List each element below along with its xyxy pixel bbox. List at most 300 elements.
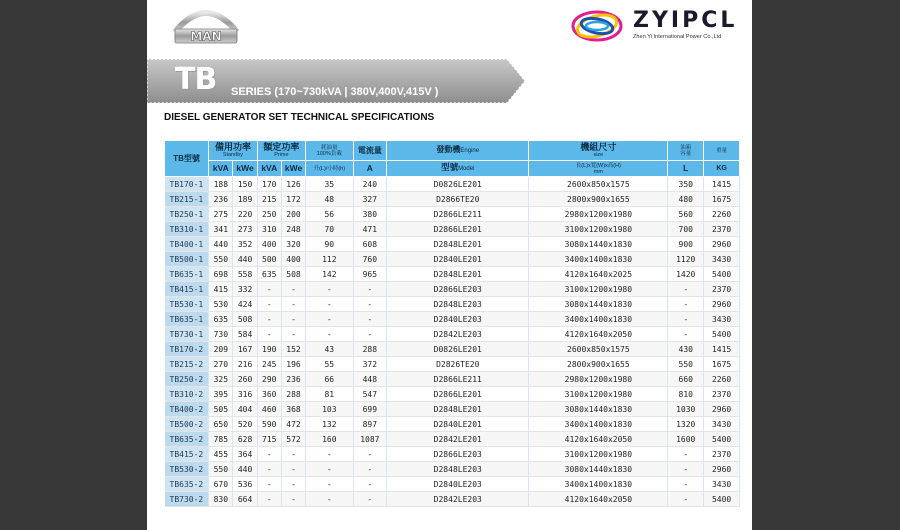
cell-standby-kwe: 352 <box>233 237 257 252</box>
cell-engine-model: D2848LE201 <box>387 237 529 252</box>
cell-prime-kva: 360 <box>257 387 281 402</box>
cell-model: TB635-1 <box>165 267 209 282</box>
cell-standby-kwe: 584 <box>233 327 257 342</box>
cell-dimensions: 3100x1200x1980 <box>529 387 668 402</box>
cell-standby-kva: 635 <box>209 312 233 327</box>
cell-engine-model: D2848LE201 <box>387 267 529 282</box>
cell-standby-kva: 505 <box>209 402 233 417</box>
cell-standby-kwe: 316 <box>233 387 257 402</box>
cell-prime-kva: 715 <box>257 432 281 447</box>
cell-prime-kwe: 288 <box>281 387 305 402</box>
cell-model: TB400-2 <box>165 402 209 417</box>
cell-dimensions: 2600x850x1575 <box>529 342 668 357</box>
man-logo-text: MAN <box>190 29 222 44</box>
spec-table <box>164 140 740 507</box>
header-current: 電流量 <box>353 141 387 161</box>
header-tank-sub: 容量 <box>680 150 692 157</box>
cell-fuel: 90 <box>306 237 353 252</box>
cell-dimensions: 4120x1640x2050 <box>529 432 668 447</box>
cell-prime-kva: 635 <box>257 267 281 282</box>
man-logo <box>169 2 243 46</box>
cell-prime-kwe: - <box>281 282 305 297</box>
cell-model: TB730-1 <box>165 327 209 342</box>
cell-prime-kva: 460 <box>257 402 281 417</box>
cell-tank: - <box>668 312 704 327</box>
header-standby <box>209 141 257 161</box>
header-standby-sub: Standby <box>222 152 244 158</box>
cell-weight: 2260 <box>704 372 740 387</box>
table-row <box>165 177 740 192</box>
table-row <box>165 207 740 222</box>
cell-prime-kva: 190 <box>257 342 281 357</box>
cell-fuel: - <box>306 327 353 342</box>
cell-weight: 5400 <box>704 327 740 342</box>
header-engine <box>387 141 529 161</box>
cell-weight: 3430 <box>704 312 740 327</box>
header-fuel-sub: 100%負載 <box>316 150 342 157</box>
cell-engine-model: D2840LE201 <box>387 252 529 267</box>
cell-engine-model: D2826TE20 <box>387 357 529 372</box>
header-dims-unit-label: 長(L)x寬(W)x高(H) <box>575 162 621 169</box>
cell-prime-kwe: - <box>281 477 305 492</box>
header-prime-label: 額定功率 <box>263 142 300 152</box>
cell-prime-kwe: - <box>281 327 305 342</box>
cell-prime-kva: - <box>257 477 281 492</box>
cell-fuel: 70 <box>306 222 353 237</box>
header-prime-sub: Prime <box>274 152 289 158</box>
table-row <box>165 432 740 447</box>
document-title: DIESEL GENERATOR SET TECHNICAL SPECIFICATIONS <box>164 112 435 123</box>
cell-standby-kva: 341 <box>209 222 233 237</box>
cell-tank: - <box>668 462 704 477</box>
cell-model: TB310-1 <box>165 222 209 237</box>
cell-tank: 660 <box>668 372 704 387</box>
cell-current: - <box>353 282 387 297</box>
cell-dimensions: 3080x1440x1830 <box>529 237 668 252</box>
cell-standby-kwe: 520 <box>233 417 257 432</box>
header-fuel-unit <box>306 161 353 177</box>
table-row <box>165 222 740 237</box>
cell-tank: - <box>668 282 704 297</box>
table-row <box>165 417 740 432</box>
cell-tank: 1600 <box>668 432 704 447</box>
cell-standby-kva: 830 <box>209 492 233 507</box>
header-prime <box>257 141 305 161</box>
cell-prime-kwe: 152 <box>281 342 305 357</box>
cell-current: 699 <box>353 402 387 417</box>
cell-fuel: 81 <box>306 387 353 402</box>
cell-prime-kwe: - <box>281 492 305 507</box>
cell-fuel: - <box>306 477 353 492</box>
table-row <box>165 282 740 297</box>
header-prime-kva: kVA <box>257 161 281 177</box>
cell-standby-kwe: 167 <box>233 342 257 357</box>
cell-weight: 2370 <box>704 447 740 462</box>
cell-prime-kva: 215 <box>257 192 281 207</box>
cell-prime-kva: 310 <box>257 222 281 237</box>
cell-fuel: 103 <box>306 402 353 417</box>
cell-weight: 2960 <box>704 297 740 312</box>
cell-tank: - <box>668 327 704 342</box>
cell-fuel: 132 <box>306 417 353 432</box>
cell-dimensions: 4120x1640x2025 <box>529 267 668 282</box>
cell-standby-kva: 670 <box>209 477 233 492</box>
cell-prime-kwe: - <box>281 297 305 312</box>
cell-dimensions: 3400x1400x1830 <box>529 417 668 432</box>
header-standby-kva: kVA <box>209 161 233 177</box>
cell-standby-kwe: 424 <box>233 297 257 312</box>
cell-prime-kva: - <box>257 282 281 297</box>
cell-standby-kwe: 664 <box>233 492 257 507</box>
header-weight <box>704 141 740 161</box>
cell-engine-model: D2866LE203 <box>387 282 529 297</box>
header-model: TB型號 <box>165 141 209 177</box>
cell-prime-kva: - <box>257 447 281 462</box>
cell-engine-model: D2848LE201 <box>387 402 529 417</box>
cell-model: TB635-2 <box>165 477 209 492</box>
cell-standby-kwe: 220 <box>233 207 257 222</box>
cell-standby-kwe: 508 <box>233 312 257 327</box>
cell-prime-kwe: - <box>281 462 305 477</box>
cell-prime-kwe: 248 <box>281 222 305 237</box>
cell-dimensions: 2800x900x1655 <box>529 357 668 372</box>
cell-prime-kva: 400 <box>257 237 281 252</box>
cell-prime-kva: 245 <box>257 357 281 372</box>
cell-engine-model: D2840LE203 <box>387 312 529 327</box>
cell-model: TB415-2 <box>165 447 209 462</box>
cell-tank: 1120 <box>668 252 704 267</box>
header-tank-label: 油箱 <box>680 144 692 151</box>
cell-engine-model: D2848LE203 <box>387 297 529 312</box>
table-row <box>165 492 740 507</box>
cell-weight: 5400 <box>704 267 740 282</box>
cell-tank: 1320 <box>668 417 704 432</box>
cell-model: TB500-1 <box>165 252 209 267</box>
cell-weight: 2960 <box>704 462 740 477</box>
cell-dimensions: 3100x1200x1980 <box>529 282 668 297</box>
cell-tank: 900 <box>668 237 704 252</box>
cell-engine-model: D2842LE203 <box>387 492 529 507</box>
cell-weight: 3430 <box>704 477 740 492</box>
cell-standby-kva: 730 <box>209 327 233 342</box>
cell-dimensions: 3080x1440x1830 <box>529 297 668 312</box>
cell-standby-kva: 550 <box>209 252 233 267</box>
cell-tank: 1030 <box>668 402 704 417</box>
cell-prime-kva: 250 <box>257 207 281 222</box>
cell-tank: 550 <box>668 357 704 372</box>
cell-current: - <box>353 447 387 462</box>
table-row <box>165 192 740 207</box>
header-standby-label: 備用功率 <box>214 142 251 152</box>
cell-current: 372 <box>353 357 387 372</box>
cell-engine-model: D2842LE203 <box>387 327 529 342</box>
header-engine-model-sub: Model <box>458 166 475 172</box>
cell-current: 760 <box>353 252 387 267</box>
cell-standby-kwe: 440 <box>233 462 257 477</box>
cell-fuel: 55 <box>306 357 353 372</box>
cell-prime-kwe: - <box>281 312 305 327</box>
cell-standby-kva: 270 <box>209 357 233 372</box>
cell-dimensions: 2600x850x1575 <box>529 177 668 192</box>
header-standby-kwe: kWe <box>233 161 257 177</box>
cell-model: TB310-2 <box>165 387 209 402</box>
cell-fuel: 56 <box>306 207 353 222</box>
cell-weight: 1415 <box>704 177 740 192</box>
cell-prime-kva: - <box>257 297 281 312</box>
header-current-unit: A <box>353 161 387 177</box>
cell-standby-kva: 698 <box>209 267 233 282</box>
cell-weight: 5400 <box>704 492 740 507</box>
cell-fuel: 35 <box>306 177 353 192</box>
cell-standby-kva: 275 <box>209 207 233 222</box>
cell-prime-kwe: 572 <box>281 432 305 447</box>
cell-engine-model: D2840LE201 <box>387 417 529 432</box>
cell-standby-kwe: 440 <box>233 252 257 267</box>
series-code: TB <box>175 62 217 97</box>
cell-engine-model: D0826LE201 <box>387 342 529 357</box>
table-row <box>165 462 740 477</box>
cell-weight: 1675 <box>704 357 740 372</box>
cell-standby-kva: 188 <box>209 177 233 192</box>
cell-fuel: - <box>306 462 353 477</box>
table-row <box>165 402 740 417</box>
cell-weight: 1415 <box>704 342 740 357</box>
cell-weight: 2370 <box>704 222 740 237</box>
cell-tank: - <box>668 297 704 312</box>
cell-fuel: - <box>306 492 353 507</box>
table-row <box>165 342 740 357</box>
cell-dimensions: 4120x1640x2050 <box>529 327 668 342</box>
header-dims-unit <box>529 161 668 177</box>
cell-fuel: - <box>306 312 353 327</box>
zyipcl-logo <box>567 4 752 48</box>
cell-dimensions: 2980x1200x1980 <box>529 372 668 387</box>
swirl-logo-icon <box>567 4 627 48</box>
cell-tank: 430 <box>668 342 704 357</box>
header-engine-sub: Engine <box>460 148 480 154</box>
cell-prime-kwe: 320 <box>281 237 305 252</box>
cell-current: 240 <box>353 177 387 192</box>
cell-fuel: 160 <box>306 432 353 447</box>
cell-model: TB500-2 <box>165 417 209 432</box>
cell-standby-kva: 650 <box>209 417 233 432</box>
spec-sheet <box>147 0 752 530</box>
cell-weight: 2260 <box>704 207 740 222</box>
cell-weight: 3430 <box>704 252 740 267</box>
spec-table-body <box>165 177 740 507</box>
cell-weight: 3430 <box>704 417 740 432</box>
cell-standby-kwe: 260 <box>233 372 257 387</box>
cell-current: 547 <box>353 387 387 402</box>
cell-fuel: - <box>306 297 353 312</box>
cell-current: - <box>353 327 387 342</box>
cell-weight: 5400 <box>704 432 740 447</box>
cell-dimensions: 2980x1200x1980 <box>529 207 668 222</box>
cell-model: TB730-2 <box>165 492 209 507</box>
cell-dimensions: 3100x1200x1980 <box>529 447 668 462</box>
cell-model: TB250-2 <box>165 372 209 387</box>
company-name: ZYIPCL <box>633 8 738 33</box>
cell-tank: 810 <box>668 387 704 402</box>
header-prime-kwe: kWe <box>281 161 305 177</box>
header-dims-sub: size <box>593 152 604 158</box>
cell-current: - <box>353 492 387 507</box>
cell-weight: 1675 <box>704 192 740 207</box>
cell-engine-model: D0826LE201 <box>387 177 529 192</box>
table-row <box>165 237 740 252</box>
cell-standby-kwe: 536 <box>233 477 257 492</box>
cell-tank: - <box>668 447 704 462</box>
cell-model: TB215-2 <box>165 357 209 372</box>
cell-engine-model: D2866TE20 <box>387 192 529 207</box>
cell-prime-kva: - <box>257 492 281 507</box>
cell-current: 448 <box>353 372 387 387</box>
cell-prime-kva: 590 <box>257 417 281 432</box>
cell-prime-kva: - <box>257 462 281 477</box>
cell-model: TB170-1 <box>165 177 209 192</box>
cell-current: 471 <box>353 222 387 237</box>
cell-fuel: 142 <box>306 267 353 282</box>
header-dims <box>529 141 668 161</box>
cell-standby-kva: 415 <box>209 282 233 297</box>
cell-standby-kva: 785 <box>209 432 233 447</box>
cell-prime-kva: - <box>257 312 281 327</box>
cell-current: 965 <box>353 267 387 282</box>
cell-dimensions: 4120x1640x2050 <box>529 492 668 507</box>
cell-dimensions: 3400x1400x1830 <box>529 477 668 492</box>
cell-dimensions: 2800x900x1655 <box>529 192 668 207</box>
cell-model: TB530-2 <box>165 462 209 477</box>
cell-standby-kva: 325 <box>209 372 233 387</box>
cell-standby-kwe: 558 <box>233 267 257 282</box>
cell-standby-kva: 440 <box>209 237 233 252</box>
cell-standby-kva: 236 <box>209 192 233 207</box>
table-row <box>165 267 740 282</box>
table-row <box>165 312 740 327</box>
cell-standby-kva: 550 <box>209 462 233 477</box>
cell-standby-kwe: 150 <box>233 177 257 192</box>
cell-engine-model: D2866LE201 <box>387 387 529 402</box>
cell-fuel: 112 <box>306 252 353 267</box>
cell-current: 608 <box>353 237 387 252</box>
cell-model: TB530-1 <box>165 297 209 312</box>
cell-prime-kwe: 172 <box>281 192 305 207</box>
cell-standby-kwe: 364 <box>233 447 257 462</box>
header-dims-label: 機組尺寸 <box>580 142 617 152</box>
cell-model: TB170-2 <box>165 342 209 357</box>
header-weight-unit: KG <box>704 161 740 177</box>
cell-prime-kwe: - <box>281 447 305 462</box>
cell-standby-kwe: 404 <box>233 402 257 417</box>
cell-prime-kwe: 236 <box>281 372 305 387</box>
header-tank-unit: L <box>668 161 704 177</box>
cell-standby-kva: 395 <box>209 387 233 402</box>
table-row <box>165 372 740 387</box>
cell-engine-model: D2866LE203 <box>387 447 529 462</box>
cell-engine-model: D2840LE203 <box>387 477 529 492</box>
cell-dimensions: 3080x1440x1830 <box>529 462 668 477</box>
cell-model: TB635-1 <box>165 312 209 327</box>
cell-standby-kva: 209 <box>209 342 233 357</box>
series-description: SERIES (170~730kVA | 380V,400V,415V ) <box>231 86 439 98</box>
cell-weight: 2960 <box>704 402 740 417</box>
cell-fuel: - <box>306 447 353 462</box>
cell-standby-kva: 530 <box>209 297 233 312</box>
header-engine-label: 發動機 <box>436 145 461 154</box>
cell-prime-kva: 170 <box>257 177 281 192</box>
cell-engine-model: D2848LE203 <box>387 462 529 477</box>
cell-standby-kwe: 189 <box>233 192 257 207</box>
cell-prime-kva: - <box>257 327 281 342</box>
cell-prime-kva: 500 <box>257 252 281 267</box>
cell-standby-kva: 455 <box>209 447 233 462</box>
table-row <box>165 387 740 402</box>
cell-tank: 350 <box>668 177 704 192</box>
cell-fuel: 43 <box>306 342 353 357</box>
cell-current: - <box>353 312 387 327</box>
header-fuel-label: 耗油量 <box>321 144 338 151</box>
cell-engine-model: D2842LE201 <box>387 432 529 447</box>
cell-current: 897 <box>353 417 387 432</box>
company-subtitle: Zhen Yi International Power Co.,Ltd <box>633 34 722 40</box>
cell-current: 380 <box>353 207 387 222</box>
cell-standby-kwe: 273 <box>233 222 257 237</box>
cell-tank: 1420 <box>668 267 704 282</box>
cell-weight: 2960 <box>704 237 740 252</box>
table-row <box>165 327 740 342</box>
cell-tank: - <box>668 492 704 507</box>
cell-prime-kwe: 368 <box>281 402 305 417</box>
cell-dimensions: 3400x1400x1830 <box>529 252 668 267</box>
cell-tank: 700 <box>668 222 704 237</box>
cell-current: - <box>353 297 387 312</box>
cell-fuel: - <box>306 282 353 297</box>
header-engine-model <box>387 161 529 177</box>
cell-current: 327 <box>353 192 387 207</box>
cell-engine-model: D2866LE211 <box>387 372 529 387</box>
cell-dimensions: 3400x1400x1830 <box>529 312 668 327</box>
cell-model: TB415-1 <box>165 282 209 297</box>
header-fuel <box>306 141 353 161</box>
cell-weight: 2370 <box>704 387 740 402</box>
table-row <box>165 357 740 372</box>
cell-fuel: 48 <box>306 192 353 207</box>
table-row <box>165 447 740 462</box>
cell-tank: 480 <box>668 192 704 207</box>
cell-model: TB215-1 <box>165 192 209 207</box>
cell-tank: 560 <box>668 207 704 222</box>
cell-tank: - <box>668 477 704 492</box>
cell-fuel: 66 <box>306 372 353 387</box>
header-dims-unit-sub: mm <box>593 168 603 175</box>
cell-current: 1087 <box>353 432 387 447</box>
table-row <box>165 252 740 267</box>
table-row <box>165 297 740 312</box>
cell-prime-kwe: 400 <box>281 252 305 267</box>
cell-standby-kwe: 332 <box>233 282 257 297</box>
cell-engine-model: D2866LE201 <box>387 222 529 237</box>
cell-prime-kwe: 200 <box>281 207 305 222</box>
cell-current: 288 <box>353 342 387 357</box>
cell-weight: 2370 <box>704 282 740 297</box>
cell-dimensions: 3100x1200x1980 <box>529 222 668 237</box>
cell-prime-kwe: 472 <box>281 417 305 432</box>
cell-model: TB635-2 <box>165 432 209 447</box>
header-weight-label: 重量 <box>716 147 728 154</box>
cell-model: TB400-1 <box>165 237 209 252</box>
cell-current: - <box>353 462 387 477</box>
cell-prime-kwe: 126 <box>281 177 305 192</box>
